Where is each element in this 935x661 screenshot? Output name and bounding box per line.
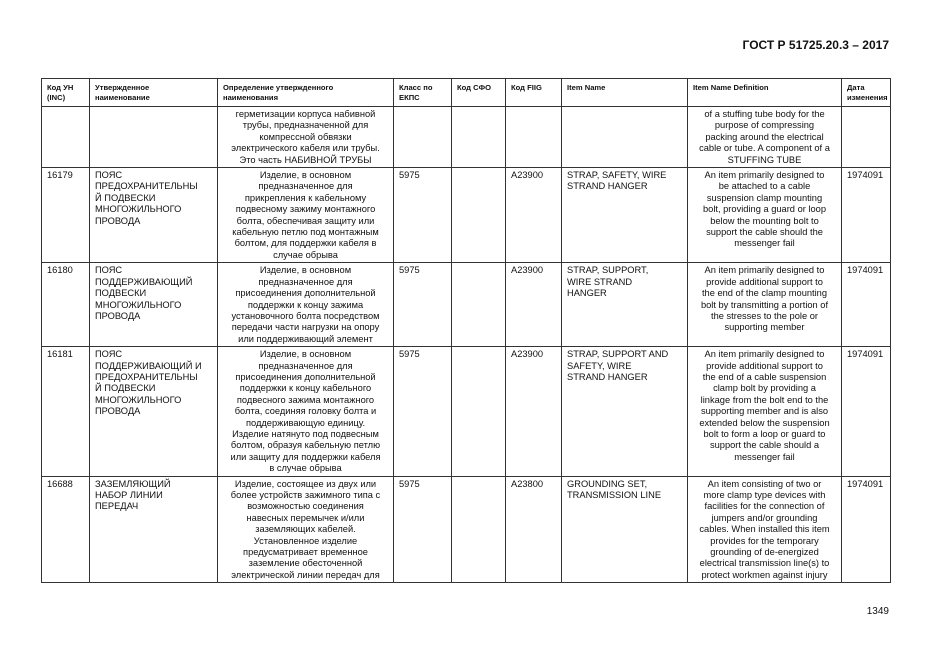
cell-approved-name bbox=[90, 107, 218, 168]
column-header-change-date: Дата изменения bbox=[842, 79, 891, 107]
cell-inc: 16179 bbox=[42, 168, 90, 263]
cell-item-name-definition: of a stuffing tube body for the purpose of compressing packing around the electrical cable or tube. A component of a STUFFING TUBE bbox=[688, 107, 842, 168]
table-row bbox=[42, 263, 891, 347]
cell-inc: 16181 bbox=[42, 347, 90, 476]
document-standard-header: ГОСТ Р 51725.20.3 – 2017 bbox=[742, 38, 889, 52]
cell-item-name: STRAP, SUPPORT AND SAFETY, WIRE STRAND HANGER bbox=[562, 347, 688, 476]
cell-sfo bbox=[452, 263, 506, 347]
cell-sfo bbox=[452, 107, 506, 168]
table-row bbox=[42, 168, 891, 263]
cell-sfo bbox=[452, 347, 506, 476]
cell-fiig: A23900 bbox=[506, 347, 562, 476]
cell-approved-name: ПОЯС ПОДДЕРЖИВАЮЩИЙ И ПРЕДОХРАНИТЕЛЬНЫ Й ПОДВЕСКИ МНОГОЖИЛЬНОГО ПРОВОДА bbox=[90, 347, 218, 476]
cell-item-name: STRAP, SAFETY, WIRE STRAND HANGER bbox=[562, 168, 688, 263]
cell-approved-name: ПОЯС ПРЕДОХРАНИТЕЛЬНЫ Й ПОДВЕСКИ МНОГОЖИЛЬНОГО ПРОВОДА bbox=[90, 168, 218, 263]
cell-inc: 16688 bbox=[42, 476, 90, 583]
cell-class: 5975 bbox=[394, 476, 452, 583]
column-header-approved-name: Утвержденное наименование bbox=[90, 79, 218, 107]
cell-change-date: 1974091 bbox=[842, 168, 891, 263]
column-header-class: Класс по ЕКПС bbox=[394, 79, 452, 107]
cell-definition: Изделие, в основном предназначенное для присоединения дополнительной поддержки к концу зажима установочного болта посредством передачи части нагрузки на опору или поддерживающий элемент bbox=[218, 263, 394, 347]
cell-fiig: A23800 bbox=[506, 476, 562, 583]
cell-fiig: A23900 bbox=[506, 168, 562, 263]
cell-inc bbox=[42, 107, 90, 168]
cell-item-name-definition: An item primarily designed to provide additional support to the end of the clamp mounting bolt by transmitting a portion of the stresses to the pole or supporting member bbox=[688, 263, 842, 347]
column-header-definition: Определение утвержденного наименования bbox=[218, 79, 394, 107]
cell-definition: Изделие, состоящее из двух или более устройств зажимного типа с возможностью соединения навесных перемычек и/или заземляющих кабелей. Установленное изделие предусматривает временное заземление обесточенной электрической линии передач для bbox=[218, 476, 394, 583]
table-header-row bbox=[42, 79, 891, 107]
cell-class bbox=[394, 107, 452, 168]
column-header-inc: Код УН (INC) bbox=[42, 79, 90, 107]
cell-change-date: 1974091 bbox=[842, 476, 891, 583]
cell-sfo bbox=[452, 476, 506, 583]
cell-approved-name: ЗАЗЕМЛЯЮЩИЙ НАБОР ЛИНИИ ПЕРЕДАЧ bbox=[90, 476, 218, 583]
cell-item-name-definition: An item consisting of two or more clamp type devices with facilities for the connection of jumpers and/or grounding cables. When installed this item provides for the temporary grounding of de-energized electrical transmission line(s) to protect workmen against injury bbox=[688, 476, 842, 583]
page-number: 1349 bbox=[866, 606, 889, 617]
cell-class: 5975 bbox=[394, 168, 452, 263]
cell-item-name: STRAP, SUPPORT, WIRE STRAND HANGER bbox=[562, 263, 688, 347]
cell-fiig bbox=[506, 107, 562, 168]
cell-fiig: A23900 bbox=[506, 263, 562, 347]
cell-change-date: 1974091 bbox=[842, 347, 891, 476]
cell-item-name: GROUNDING SET, TRANSMISSION LINE bbox=[562, 476, 688, 583]
cell-change-date: 1974091 bbox=[842, 263, 891, 347]
cell-inc: 16180 bbox=[42, 263, 90, 347]
cell-definition: Изделие, в основном предназначенное для присоединения дополнительной поддержки к концу кабельного подвесного зажима монтажного болта, соединяя головку болта и поддерживающую единицу. Изделие натянуто под подвесным болтом, образуя кабельную петлю или защиту для поддержки кабеля в случае обрыва bbox=[218, 347, 394, 476]
column-header-sfo: Код СФО bbox=[452, 79, 506, 107]
cell-class: 5975 bbox=[394, 347, 452, 476]
cell-definition: Изделие, в основном предназначенное для прикрепления к кабельному подвесному зажиму монтажного болта, обеспечивая защиту или кабельную петлю под монтажным болтом, для поддержки кабеля в случае обрыва bbox=[218, 168, 394, 263]
table-row bbox=[42, 107, 891, 168]
table-row bbox=[42, 476, 891, 583]
cell-item-name bbox=[562, 107, 688, 168]
cell-item-name-definition: An item primarily designed to provide additional support to the end of a cable suspension clamp bolt by providing a linkage from the bolt end to the supporting member and is also extended below the suspension bolt to form a loop or guard to support the cable should a messenger fail bbox=[688, 347, 842, 476]
cell-item-name-definition: An item primarily designed to be attached to a cable suspension clamp mounting bolt, providing a guard or loop below the mounting bolt to support the cable should the messenger fail bbox=[688, 168, 842, 263]
cell-approved-name: ПОЯС ПОДДЕРЖИВАЮЩИЙ ПОДВЕСКИ МНОГОЖИЛЬНОГО ПРОВОДА bbox=[90, 263, 218, 347]
cell-definition: герметизации корпуса набивной трубы, предназначенной для компрессной обвязки электрического кабеля или трубы. Это часть НАБИВНОЙ ТРУБЫ bbox=[218, 107, 394, 168]
cell-class: 5975 bbox=[394, 263, 452, 347]
cell-sfo bbox=[452, 168, 506, 263]
column-header-fiig: Код FIIG bbox=[506, 79, 562, 107]
item-names-table bbox=[41, 78, 891, 583]
column-header-item-name: Item Name bbox=[562, 79, 688, 107]
column-header-item-name-definition: Item Name Definition bbox=[688, 79, 842, 107]
cell-change-date bbox=[842, 107, 891, 168]
table-row bbox=[42, 347, 891, 476]
